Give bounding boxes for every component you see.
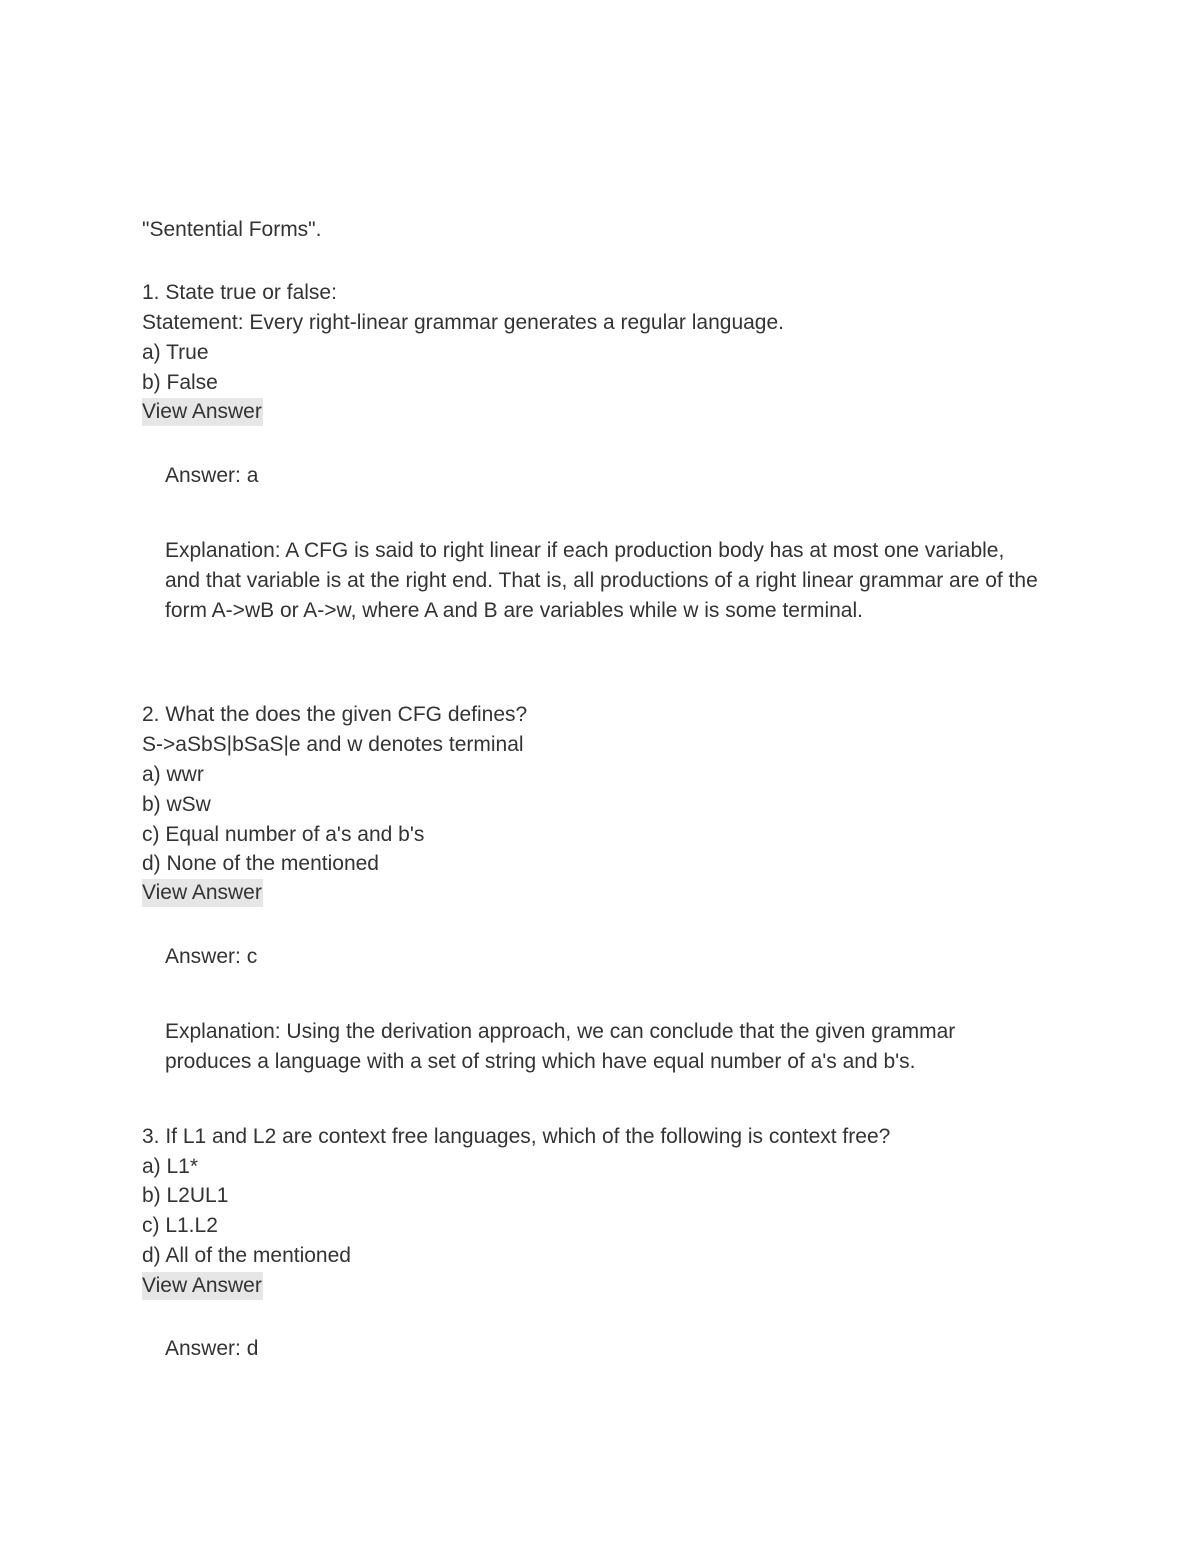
question-2-stem: 2. What the does the given CFG defines? <box>142 703 528 726</box>
question-1-statement: Statement: Every right-linear grammar generates a regular language. <box>142 311 784 334</box>
question-3-option-a: a) L1* <box>142 1155 199 1178</box>
question-2-explanation: Explanation: Using the derivation approach, we can conclude that the given grammar produces a language with a set of string which have equal number of a's and b's. <box>165 1020 956 1073</box>
question-2-answer: Answer: c <box>165 945 258 968</box>
question-2-grammar: S->aSbS|bSaS|e and w denotes terminal <box>142 733 524 756</box>
question-2-view-answer-button[interactable]: View Answer <box>142 879 263 907</box>
question-3-option-b: b) L2UL1 <box>142 1184 229 1207</box>
question-1-stem: 1. State true or false: <box>142 281 337 304</box>
question-1-explanation: Explanation: A CFG is said to right linear if each production body has at most one variable, and that variable is at the right end. That is, all productions of a right linear grammar are of the form A->wB or A->w, where A and B are variables while w is some terminal. <box>165 539 1038 622</box>
question-2-option-d: d) None of the mentioned <box>142 852 379 875</box>
question-3-view-answer-button[interactable]: View Answer <box>142 1272 263 1300</box>
question-3-option-d: d) All of the mentioned <box>142 1244 351 1267</box>
question-1-view-answer-button[interactable]: View Answer <box>142 398 263 426</box>
document-title: "Sentential Forms". <box>142 218 322 241</box>
question-1-answer: Answer: a <box>165 464 259 487</box>
question-3-answer: Answer: d <box>165 1337 259 1360</box>
question-2-option-b: b) wSw <box>142 793 211 816</box>
question-2-option-a: a) wwr <box>142 763 204 786</box>
question-1-option-a: a) True <box>142 341 209 364</box>
question-3-option-c: c) L1.L2 <box>142 1214 218 1237</box>
question-3-stem: 3. If L1 and L2 are context free languages, which of the following is context free? <box>142 1125 891 1148</box>
question-1-option-b: b) False <box>142 371 218 394</box>
question-2-option-c: c) Equal number of a's and b's <box>142 823 425 846</box>
